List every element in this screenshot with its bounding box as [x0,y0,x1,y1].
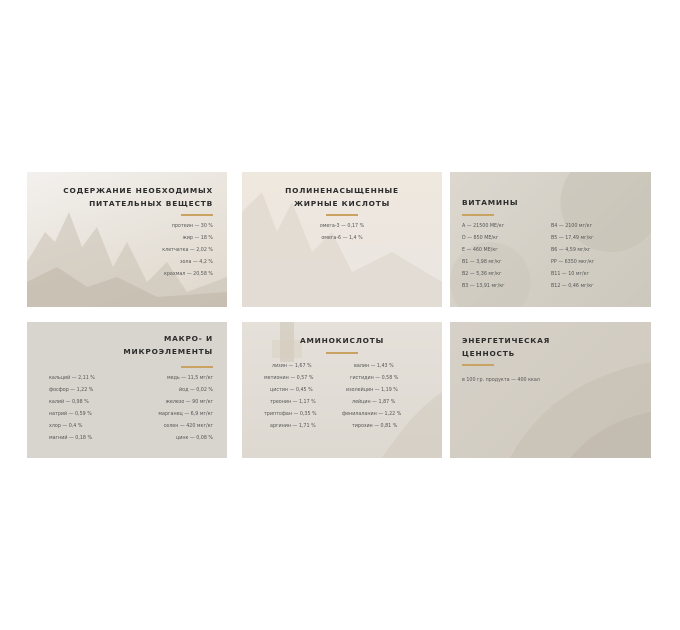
fatty-acid-item: омега-3 — 0,17 % [319,224,365,229]
vitamin-item: B12 — 0,46 мг/кг [551,284,594,289]
amino-acid-item: лизин — 1,67 % [272,364,312,369]
amino-acid-item: тирозин — 0,81 % [352,424,398,429]
card-title-line: ЖИРНЫЕ КИСЛОТЫ [293,199,391,208]
vitamin-item: A — 21500 МЕ/кг [462,224,505,229]
card-title-line: ЦЕННОСТЬ [462,349,516,358]
title-underline [326,214,358,216]
mineral-item: натрий — 0,59 % [49,412,92,417]
vitamin-item: B11 — 10 мг/кг [551,272,590,277]
amino-acid-item: триптофан — 0,35 % [264,412,317,417]
mineral-item: цинк — 0,08 % [175,436,213,441]
fatty-acid-item: омега-6 — 1,4 % [321,236,363,241]
amino-acid-item: валин — 1,43 % [354,364,394,369]
card-title-line: МАКРО- И [163,334,213,343]
vitamin-item: B1 — 3,98 мг/кг [462,260,502,265]
amino-acid-item: гистидин — 0,58 % [350,376,399,381]
amino-acid-item: фенилаланин — 1,22 % [342,412,402,417]
vitamin-item: B6 — 4,59 мг/кг [551,248,591,253]
mineral-item: селен — 420 мкг/кг [163,424,213,429]
mineral-item: калий — 0,98 % [49,400,89,405]
card-title-line: ВИТАМИНЫ [462,198,519,207]
vitamins-card [450,172,651,307]
title-underline [326,352,358,354]
title-underline [462,364,494,366]
vitamin-item: PP — 6350 мкг/кг [551,260,595,265]
nutrient-item: крахмал — 20,58 % [163,272,213,277]
card-title-line: ЭНЕРГЕТИЧЕСКАЯ [462,336,551,345]
amino-acid-item: цистин — 0,45 % [270,388,313,393]
minerals-card [27,322,227,458]
vitamin-item: D — 850 МЕ/кг [462,236,499,241]
nutrients-card [27,172,227,307]
amino-acid-item: метионин — 0,57 % [264,376,314,381]
nutrient-item: зола — 4,2 % [179,260,213,265]
title-underline [181,366,213,368]
card-title-line: ПИТАТЕЛЬНЫХ ВЕЩЕСТВ [89,199,213,208]
mineral-item: магний — 0,18 % [49,436,93,441]
amino-acid-item: лейцин — 1,87 % [352,400,396,405]
amino-acid-item: треонин — 1,17 % [270,400,316,405]
vitamin-item: B2 — 5,36 мг/кг [462,272,502,277]
energy-value-card [450,322,651,458]
nutrient-item: жир — 18 % [182,236,213,241]
energy-item: в 100 гр. продукта — 400 ккал [462,378,540,383]
vitamin-item: E — 460 МЕ/кг [462,248,498,253]
mineral-item: йод — 0,02 % [179,388,213,393]
card-title-line: СОДЕРЖАНИЕ НЕОБХОДИМЫХ [63,186,213,195]
mineral-item: фосфор — 1,22 % [49,388,94,393]
title-underline [181,214,213,216]
card-title-line: АМИНОКИСЛОТЫ [299,336,385,345]
title-underline [462,214,494,216]
vitamin-item: B3 — 13,91 мг/кг [462,284,505,289]
nutrient-item: протеин — 30 % [171,224,213,229]
amino-acid-item: аргинин — 1,71 % [270,424,316,429]
amino-acids-card [242,322,442,458]
vitamin-item: B5 — 17,49 мг/кг [551,236,594,241]
card-title-line: ПОЛИНЕНАСЫЩЕННЫЕ [285,186,399,195]
mineral-item: кальций — 2,11 % [49,376,95,381]
fatty-acids-card [242,172,442,307]
amino-acid-item: изолейцин — 1,19 % [346,388,398,393]
mineral-item: железо — 90 мг/кг [165,400,213,405]
mineral-item: медь — 11,5 мг/кг [167,376,213,381]
mineral-item: марганец — 6,9 мг/кг [158,412,213,417]
vitamin-item: B4 — 2100 мг/кг [551,224,593,229]
mineral-item: хлор — 0,4 % [49,424,83,429]
card-title-line: МИКРОЭЛЕМЕНТЫ [123,347,213,356]
nutrient-item: клетчатка — 2,02 % [162,248,213,253]
